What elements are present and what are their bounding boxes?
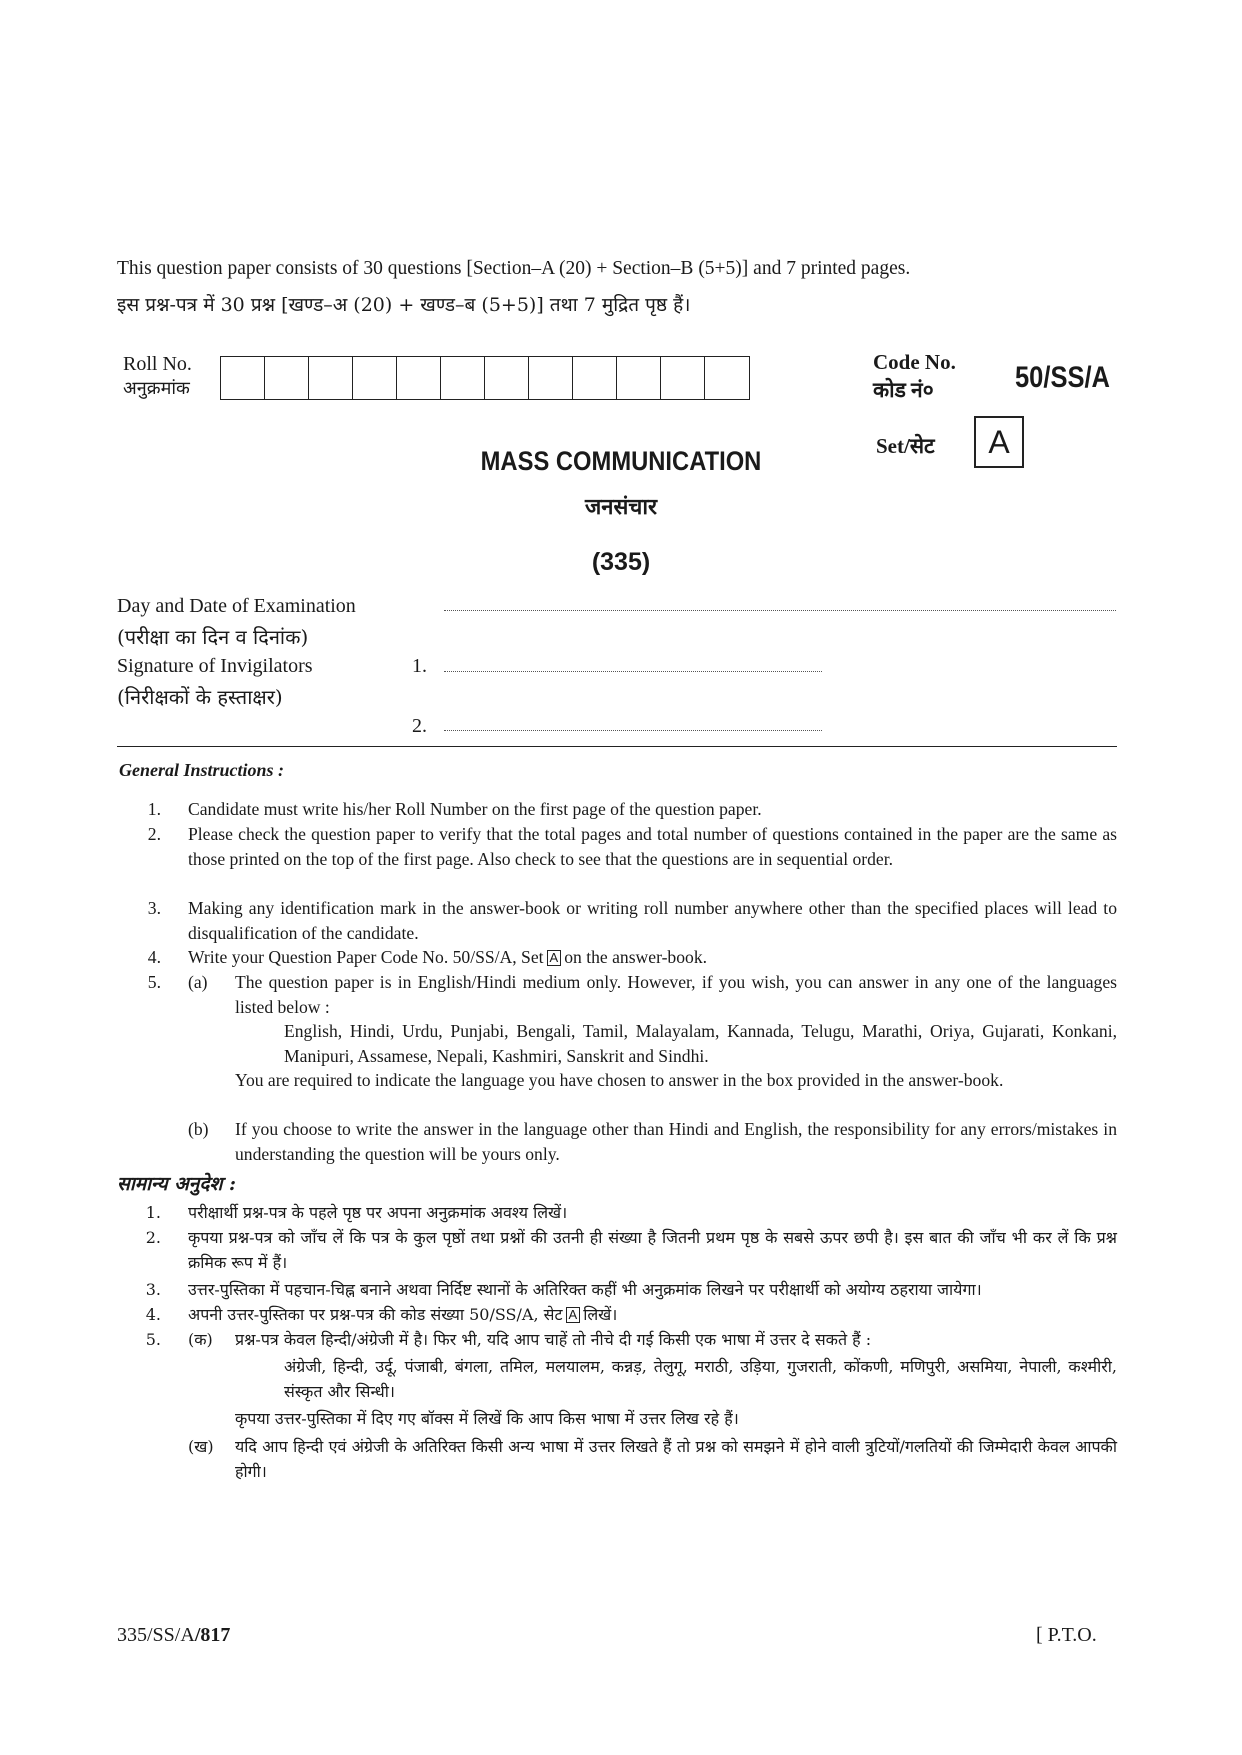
signature-2-field[interactable] bbox=[444, 712, 822, 731]
exam-date-label: Day and Date of Examination bbox=[117, 595, 356, 617]
roll-number-label bbox=[123, 352, 192, 400]
paper-summary-english: This question paper consists of 30 questions [Section–A (20) + Section–B (5+5)] and 7 printed pages. bbox=[117, 258, 911, 279]
roll-digit-box[interactable] bbox=[397, 357, 441, 399]
instruction-number: 3. bbox=[145, 1280, 161, 1299]
instruction-number: 4. bbox=[147, 947, 161, 967]
instruction-text: प्रश्न-पत्र केवल हिन्दी/अंग्रेजी में है। फिर भी, यदि आप चाहें तो नीचे दी गई किसी एक भाषा में उत्तर दे सकते हैं : bbox=[235, 1330, 872, 1349]
set-box: A bbox=[974, 416, 1024, 468]
instruction-number: 2. bbox=[145, 1228, 161, 1247]
roll-digit-box[interactable] bbox=[485, 357, 529, 399]
instruction-text-part: लिखें। bbox=[583, 1305, 618, 1324]
roll-digit-box[interactable] bbox=[221, 357, 265, 399]
instruction-text-part: Write your Question Paper Code No. 50/SS/A, Set bbox=[188, 947, 544, 967]
roll-digit-box[interactable] bbox=[265, 357, 309, 399]
exam-date-label-hindi: (परीक्षा का दिन व दिनांक) bbox=[117, 625, 309, 649]
instruction-number: 4. bbox=[145, 1305, 161, 1324]
subject-title-hindi: जनसंचार bbox=[584, 494, 658, 520]
code-label-hindi: कोड नं० bbox=[873, 378, 934, 402]
general-instructions-title: General Instructions : bbox=[119, 760, 285, 780]
code-number: 50/SS/A bbox=[1015, 361, 1110, 394]
instruction-text: Please check the question paper to verify that the total pages and total number of questions contained in the paper are the same as those printed on the top of the first page. Also check to see that the questions are in sequential order. bbox=[188, 824, 1117, 869]
instruction-text: उत्तर-पुस्तिका में पहचान-चिह्न बनाने अथवा निर्दिष्ट स्थानों के अतिरिक्त कहीं भी अनुक्रमांक लिखने पर परीक्षार्थी को अयोग्य ठहराया जायेगा। bbox=[188, 1280, 982, 1299]
roll-digit-box[interactable] bbox=[617, 357, 661, 399]
code-label bbox=[873, 348, 956, 404]
instruction-number: 1. bbox=[147, 799, 161, 819]
instruction-text: You are required to indicate the language you have chosen to answer in the box provided in the answer-book. bbox=[235, 1070, 1004, 1090]
instruction-number: 5. bbox=[147, 972, 161, 992]
roll-digit-box[interactable] bbox=[661, 357, 705, 399]
instruction-text: कृपया उत्तर-पुस्तिका में दिए गए बॉक्स में लिखें कि आप किस भाषा में उत्तर लिख रहे हैं। bbox=[235, 1409, 739, 1428]
invigilator-signature-label: Signature of Invigilators bbox=[117, 655, 313, 677]
roll-digit-box[interactable] bbox=[441, 357, 485, 399]
paper-code-suffix: /817 bbox=[194, 1624, 231, 1646]
instruction-text: कृपया प्रश्न-पत्र को जाँच लें कि पत्र के कुल पृष्ठों तथा प्रश्नों की उतनी ही संख्या है जितनी प्रथम पृष्ठ के सबसे ऊपर छपी है। इस बात की जाँच भी कर लें कि प्रश्न क्रमिक रूप में हैं। bbox=[188, 1228, 1117, 1272]
roll-digit-box[interactable] bbox=[529, 357, 573, 399]
instruction-text-part: on the answer-book. bbox=[564, 947, 708, 967]
exam-date-field[interactable] bbox=[444, 592, 1116, 611]
instruction-text-part: अपनी उत्तर-पुस्तिका पर प्रश्न-पत्र की कोड संख्या 50/SS/A, सेट bbox=[188, 1305, 563, 1324]
signature-1-field[interactable] bbox=[444, 653, 822, 672]
roll-digit-box[interactable] bbox=[309, 357, 353, 399]
signature-1-number: 1. bbox=[412, 655, 427, 677]
instruction-number: 5. bbox=[145, 1330, 161, 1349]
paper-code-prefix: 335/SS/A bbox=[117, 1624, 195, 1646]
roll-digit-box[interactable] bbox=[353, 357, 397, 399]
paper-code-footer bbox=[117, 1624, 230, 1647]
instruction-text bbox=[188, 945, 1117, 970]
instruction-sub-label: (a) bbox=[188, 972, 208, 992]
instruction-number: 1. bbox=[145, 1203, 161, 1222]
instruction-text: If you choose to write the answer in the language other than Hindi and English, the responsibility for any errors/mistakes in understanding the question will be yours only. bbox=[235, 1119, 1117, 1164]
set-box-inline: A bbox=[547, 950, 562, 966]
language-list: अंग्रेजी, हिन्दी, उर्दू, पंजाबी, बंगला, तमिल, मलयालम, कन्नड़, तेलुगू, मराठी, उड़िया, गुजराती, कोंकणी, मणिपुरी, असमिया, नेपाली, कश्मीरी, संस्कृत और सिन्धी। bbox=[284, 1357, 1117, 1401]
instruction-text bbox=[188, 1303, 1117, 1328]
roll-number-boxes[interactable] bbox=[220, 356, 750, 400]
hindi-instructions-title: सामान्य अनुदेश : bbox=[117, 1173, 236, 1195]
set-box-inline: A bbox=[566, 1307, 581, 1323]
instruction-sub-label: (ख) bbox=[188, 1437, 214, 1456]
instruction-sub-label: (क) bbox=[188, 1330, 213, 1349]
paper-summary-hindi: इस प्रश्न-पत्र में 30 प्रश्न [खण्ड–अ (20) + खण्ड–ब (5+5)] तथा 7 मुद्रित पृष्ठ हैं। bbox=[117, 294, 691, 316]
pto-label: [ P.T.O. bbox=[1036, 1624, 1097, 1646]
instruction-text: Candidate must write his/her Roll Number on the first page of the question paper. bbox=[188, 799, 762, 819]
subject-title-english: MASS COMMUNICATION bbox=[480, 446, 762, 476]
instruction-number: 3. bbox=[147, 898, 161, 918]
invigilator-signature-label-hindi: (निरीक्षकों के हस्ताक्षर) bbox=[117, 685, 283, 709]
language-list: English, Hindi, Urdu, Punjabi, Bengali, Tamil, Malayalam, Kannada, Telugu, Marathi, Oriya, Gujarati, Konkani, Manipuri, Assamese, Nepali, Kashmiri, Sanskrit and Sindhi. bbox=[284, 1021, 1117, 1066]
subject-code: (335) bbox=[591, 548, 651, 576]
signature-2-number: 2. bbox=[412, 715, 427, 737]
roll-label-hindi: अनुक्रमांक bbox=[123, 378, 190, 398]
instruction-text: Making any identification mark in the answer-book or writing roll number anywhere other than the specified places will lead to disqualification of the candidate. bbox=[188, 898, 1117, 943]
code-label-english: Code No. bbox=[873, 350, 956, 374]
instruction-text: The question paper is in English/Hindi medium only. However, if you wish, you can answer in any one of the languages listed below : bbox=[235, 972, 1117, 1017]
roll-label-english: Roll No. bbox=[123, 353, 192, 375]
instruction-text: यदि आप हिन्दी एवं अंग्रेजी के अतिरिक्त किसी अन्य भाषा में उत्तर लिखते हैं तो प्रश्न को समझने में होने वाली त्रुटियों/गलतियों की जिम्मेदारी केवल आपकी होगी। bbox=[235, 1437, 1117, 1481]
divider bbox=[117, 746, 1117, 747]
instruction-number: 2. bbox=[147, 824, 161, 844]
instruction-sub-label: (b) bbox=[188, 1119, 209, 1139]
roll-digit-box[interactable] bbox=[573, 357, 617, 399]
roll-digit-box[interactable] bbox=[705, 357, 749, 399]
set-label: Set/सेट bbox=[876, 434, 935, 458]
instruction-text: परीक्षार्थी प्रश्न-पत्र के पहले पृष्ठ पर अपना अनुक्रमांक अवश्य लिखें। bbox=[188, 1203, 568, 1222]
